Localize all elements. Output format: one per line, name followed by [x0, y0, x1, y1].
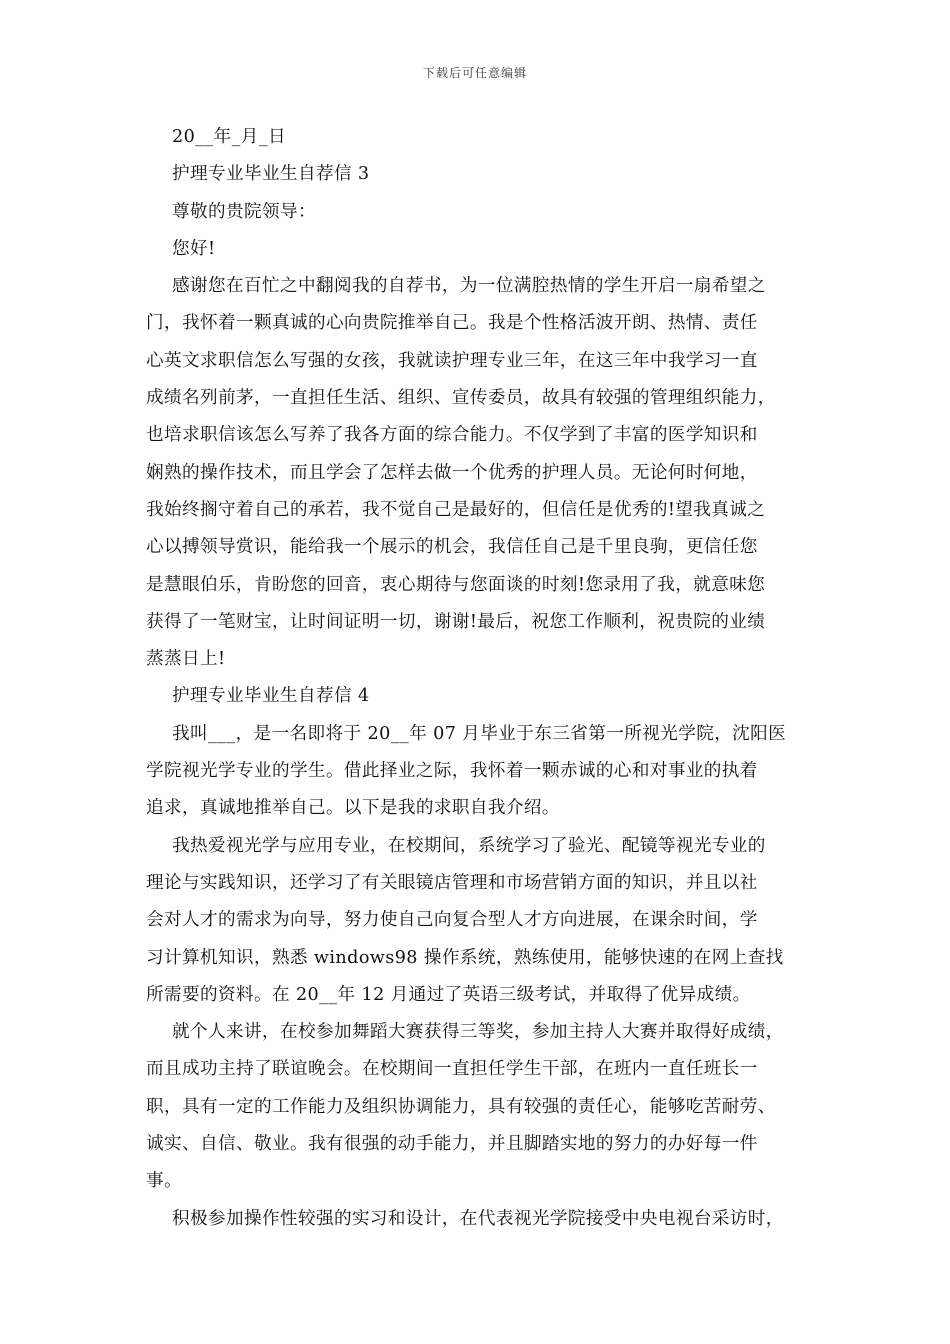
text-line: 事。	[146, 1171, 182, 1192]
text-line: 就个人来讲，在校参加舞蹈大赛获得三等奖，参加主持人大赛并取得好成绩，	[172, 1022, 784, 1043]
text-line: 心以搏领导赏识，能给我一个展示的机会，我信任自己是千里良驹，更信任您	[146, 537, 758, 558]
text-line: 您好!	[172, 238, 216, 259]
text-line: 娴熟的操作技术，而且学会了怎样去做一个优秀的护理人员。无论何时何地，	[146, 462, 758, 483]
text-line: 追求，真诚地推举自己。以下是我的求职自我介绍。	[146, 798, 560, 819]
text-line: 会对人才的需求为向导，努力使自己向复合型人才方向进展，在课余时间，学	[146, 910, 758, 931]
header-note: 下载后可任意编辑	[422, 66, 527, 80]
text-line: 理论与实践知识，还学习了有关眼镜店管理和市场营销方面的知识，并且以社	[146, 872, 758, 893]
text-line: 而且成功主持了联谊晚会。在校期间一直担任学生干部，在班内一直任班长一	[146, 1059, 758, 1080]
text-line: 尊敬的贵院领导：	[172, 201, 316, 222]
text-line: 职，具有一定的工作能力及组织协调能力，具有较强的责任心，能够吃苦耐劳、	[146, 1096, 776, 1117]
text-line: 学院视光学专业的学生。借此择业之际，我怀着一颗赤诚的心和对事业的执着	[146, 761, 758, 782]
text-line: 积极参加操作性较强的实习和设计，在代表视光学院接受中央电视台采访时，	[172, 1208, 784, 1229]
text-line: 我始终搁守着自己的承若，我不觉自己是最好的，但信任是优秀的!望我真诚之	[146, 499, 766, 520]
text-line: 所需要的资料。在 20__年 12 月通过了英语三级考试，并取得了优异成绩。	[146, 984, 751, 1005]
text-line: 是慧眼伯乐，肯盼您的回音，衷心期待与您面谈的时刻!您录用了我，就意味您	[146, 574, 766, 595]
text-line: 感谢您在百忙之中翻阅我的自荐书，为一位满腔热情的学生开启一扇希望之	[172, 276, 766, 297]
text-line: 护理专业毕业生自荐信 4	[172, 686, 370, 707]
text-line: 20__年_月_日	[172, 127, 286, 147]
letter-body	[146, 119, 826, 1238]
text-line: 也培求职信该怎么写养了我各方面的综合能力。不仅学到了丰富的医学知识和	[146, 425, 758, 446]
text-line: 我叫___，是一名即将于 20__年 07 月毕业于东三省第一所视光学院，沈阳医	[172, 723, 787, 744]
text-line: 护理专业毕业生自荐信 3	[172, 164, 370, 185]
text-line: 习计算机知识，熟悉 windows98 操作系统，熟练使用，能够快速的在网上查找	[146, 947, 784, 968]
text-line: 蒸蒸日上!	[146, 649, 226, 670]
text-line: 诚实、自信、敬业。我有很强的动手能力，并且脚踏实地的努力的办好每一件	[146, 1134, 758, 1155]
text-line: 成绩名列前茅，一直担任生活、组织、宣传委员，故具有较强的管理组织能力，	[146, 388, 776, 409]
text-line: 我热爱视光学与应用专业，在校期间，系统学习了验光、配镜等视光专业的	[172, 835, 766, 856]
text-line: 心英文求职信怎么写强的女孩，我就读护理专业三年，在这三年中我学习一直	[146, 350, 758, 371]
text-line: 门，我怀着一颗真诚的心向贵院推举自己。我是个性格活波开朗、热情、责任	[146, 313, 758, 334]
text-line: 获得了一笔财宝，让时间证明一切，谢谢!最后，祝您工作顺利，祝贵院的业绩	[146, 611, 766, 632]
